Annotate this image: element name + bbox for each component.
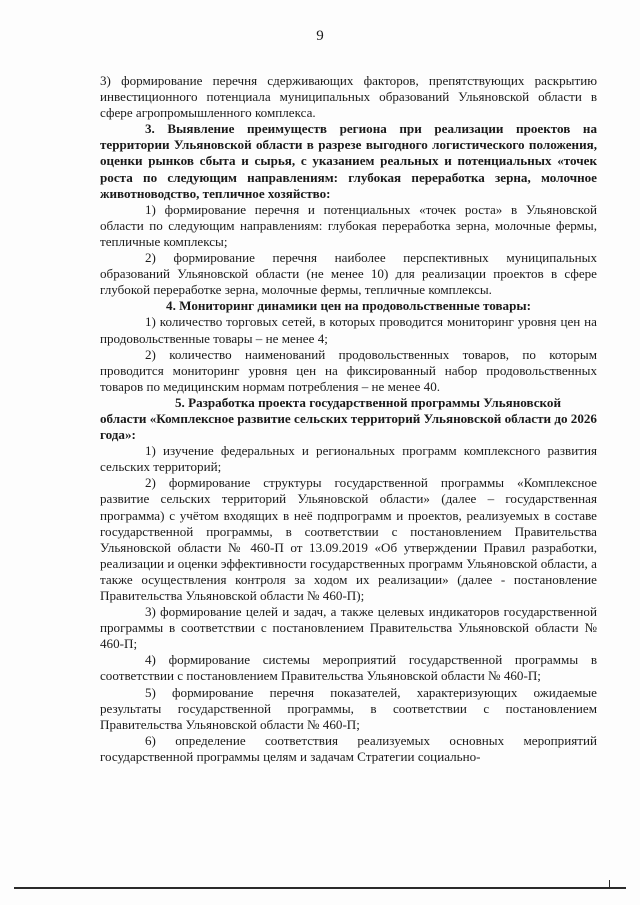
section-heading: 5. Разработка проекта государственной программы Ульяновской области «Комплексное развитие сельских территорий Ульяновской области до 2026 года»: <box>100 394 597 443</box>
paragraph: 5) формирование перечня показателей, характеризующих ожидаемые результаты государственной программы, в соответствии с постановлением Правительства Ульяновской области № 460-П; <box>100 684 597 732</box>
paragraph: 3) формирование перечня сдерживающих факторов, препятствующих раскрытию инвестиционного потенциала муниципальных образований Ульяновской области в сфере агропромышленного комплекса. <box>100 73 597 121</box>
paragraph: 6) определение соответствия реализуемых основных мероприятий государственной программы целям и задачам Стратегии социально- <box>100 732 597 764</box>
section-heading: 3. Выявление преимуществ региона при реализации проектов на территории Ульяновской области в разрезе выгодного логистического положения, оценки рынков сбыта и сырья, с указанием реальных и потенциальных «точек роста по следующим направлениям: глубокая переработка зерна, молочное животноводство, тепличное хозяйство: <box>100 121 597 201</box>
paragraph: 4) формирование системы мероприятий государственной программы в соответствии с постановлением Правительства Ульяновской области № 460-П; <box>100 652 597 684</box>
paragraph: 2) количество наименований продовольственных товаров, по которым проводится мониторинг уровня цен на фиксированный набор продовольственных товаров по медицинским нормам потребления – не менее 40. <box>100 346 597 394</box>
footer-rule <box>14 887 626 889</box>
footer-rule-tick <box>609 880 610 888</box>
paragraph: 1) количество торговых сетей, в которых проводится мониторинг уровня цен на продовольственные товары – не менее 4; <box>100 314 597 346</box>
paragraph: 2) формирование перечня наиболее перспективных муниципальных образований Ульяновской области (не менее 10) для реализации проектов в сфере глубокой переработке зерна, молочные фермы, тепличные комплексы. <box>100 250 597 298</box>
paragraph: 3) формирование целей и задач, а также целевых индикаторов государственной программы в соответствии с постановлением Правительства Ульяновской области № 460-П; <box>100 604 597 652</box>
paragraph: 2) формирование структуры государственной программы «Комплексное развитие сельских территорий Ульяновской области» (далее – государственная программа) с учётом входящих в неё подпрограмм и проектов, реализуемых в составе государственной программы, в соответствии с постановлением Правительства Ульяновской области № 460-П от 13.09.2019 «Об утверждении Правил разработки, реализации и оценки эффективности государственных программ Ульяновской области, а также осуществления контроля за ходом их реализации» (далее - постановление Правительства Ульяновской области № 460-П); <box>100 475 597 603</box>
document-body <box>100 73 597 765</box>
page-number: 9 <box>316 28 324 44</box>
paragraph: 1) формирование перечня и потенциальных «точек роста» в Ульяновской области по следующим направлениям: глубокая переработка зерна, молочные фермы, тепличные комплексы; <box>100 201 597 249</box>
section-heading: 4. Мониторинг динамики цен на продовольственные товары: <box>166 298 531 314</box>
paragraph: 1) изучение федеральных и региональных программ комплексного развития сельских территорий; <box>100 443 597 475</box>
